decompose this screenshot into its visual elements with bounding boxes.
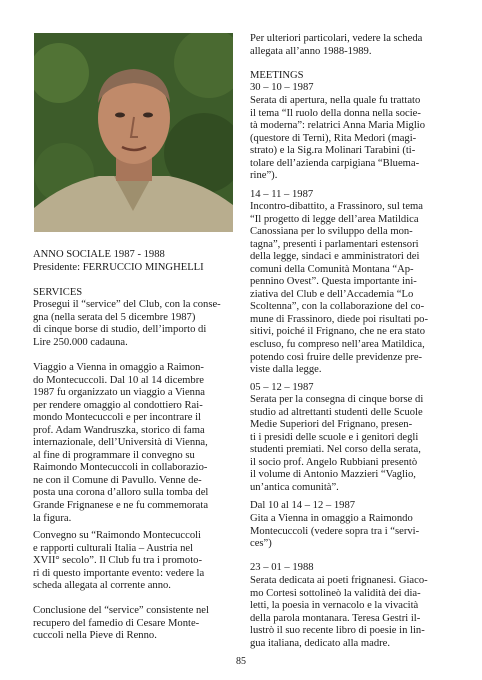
- meeting-2-text: Incontro-dibattito, a Frassinoro, sul tema “Il progetto di legge dell’area Matildica Canossiana per lo sviluppo della mon- tagna”, presenti i parlamentari estensori della legge, sindaci e amministratori dei comuni della Comunità Montana “Ap- pennino Ovest”. Questa importante ini- ziativa del Club e dell’Accademia “Lo Scoltenna”, con la collaborazione del co- mune di Frassinoro, diede poi risultati po- sitivi, poiché il Frignano, che ne era stato escluso, fu compreso nell’area Matildica, potendo così fruire delle previdenze pre- viste dalla legge.: [250, 201, 429, 376]
- meeting-5-text: Serata dedicata ai poeti frignanesi. Giaco- mo Cortesi sottolineò la validità dei dia- letti, la poesia in vernacolo e la vivacità della parola montanara. Teresa Gestri il- lustrò il suo recente libro di poesie in lin- gua italiana, dedicato alla madre.: [250, 575, 428, 649]
- meeting-3-text: Serata per la consegna di cinque borse di studio ad altrettanti studenti delle Scuole Medie Superiori del Frignano, presen- ti i presidi delle scuole e i genitori degli studenti premiati. Nel corso della serata, il socio prof. Angelo Rubbiani presentò il volume di Antonio Mazzieri “Vaglio, un’antica comunità”.: [250, 394, 424, 493]
- intro-paragraph: Per ulteriori particolari, vedere la scheda allegata all’anno 1988-1989.: [250, 33, 423, 57]
- portrait-photo: [34, 33, 233, 232]
- services-paragraph-2: Viaggio a Vienna in omaggio a Raimon- do Montecuccoli. Dal 10 al 14 dicembre 1987 fu organizzato un viaggio a Vienna per rendere omaggio al condottiero Rai- mondo Montecuccoli e per incontrare il prof. Adam Wandruszka, storico di fama internazionale, dell’Università di Vienna, al fine di programmare il convegno su Raimondo Montecuccoli in collaborazio- ne con il Comune di Pavullo. Venne de- posta una corona d’alloro sulla tomba del Grande Frignanese e ne fu commemorata la figura.: [33, 362, 209, 524]
- meeting-5-date: 23 – 01 – 1988: [250, 562, 314, 573]
- services-paragraph-3: Convegno su “Raimondo Montecuccoli e rapporti culturali Italia – Austria nel XVII° secolo”. Il Club fu tra i promoto- ri di questo importante evento: vedere la scheda allegata al corrente anno.: [33, 530, 205, 592]
- year-header: ANNO SOCIALE 1987 - 1988 Presidente: FERRUCCIO MINGHELLI: [33, 249, 204, 273]
- services-paragraph-4: Conclusione del “service” consistente nel recupero del famedio di Cesare Monte- cuccoli nella Pieve di Renno.: [33, 605, 209, 642]
- portrait-illustration: [34, 33, 233, 232]
- meeting-3-date: 05 – 12 – 1987: [250, 382, 314, 393]
- services-heading: SERVICES: [33, 287, 83, 298]
- page-number: 85: [236, 656, 246, 667]
- meeting-1-date: 30 – 10 – 1987: [250, 82, 314, 93]
- meeting-4-date: Dal 10 al 14 – 12 – 1987: [250, 500, 356, 511]
- meetings-heading: MEETINGS: [250, 70, 304, 81]
- meeting-2-date: 14 – 11 – 1987: [250, 189, 314, 200]
- meeting-1-text: Serata di apertura, nella quale fu trattato il tema “Il ruolo della donna nella socie- tà moderna”: relatrici Anna Maria Miglio (questore di Terni), Rita Medori (magi- strato) e la Sig.ra Molinari Tarabini (ti- tolare dell’azienda carpigiana “Bluema- rine”).: [250, 95, 426, 182]
- meeting-4-text: Gita a Vienna in omaggio a Raimondo Montecuccoli (vedere sopra tra i “servi- ces”): [250, 513, 420, 550]
- services-paragraph-1: Prosegui il “service” del Club, con la conse- gna (nella serata del 5 dicembre 1987) di cinque borse di studio, dell’importo di Lire 250.000 cadauna.: [33, 299, 221, 348]
